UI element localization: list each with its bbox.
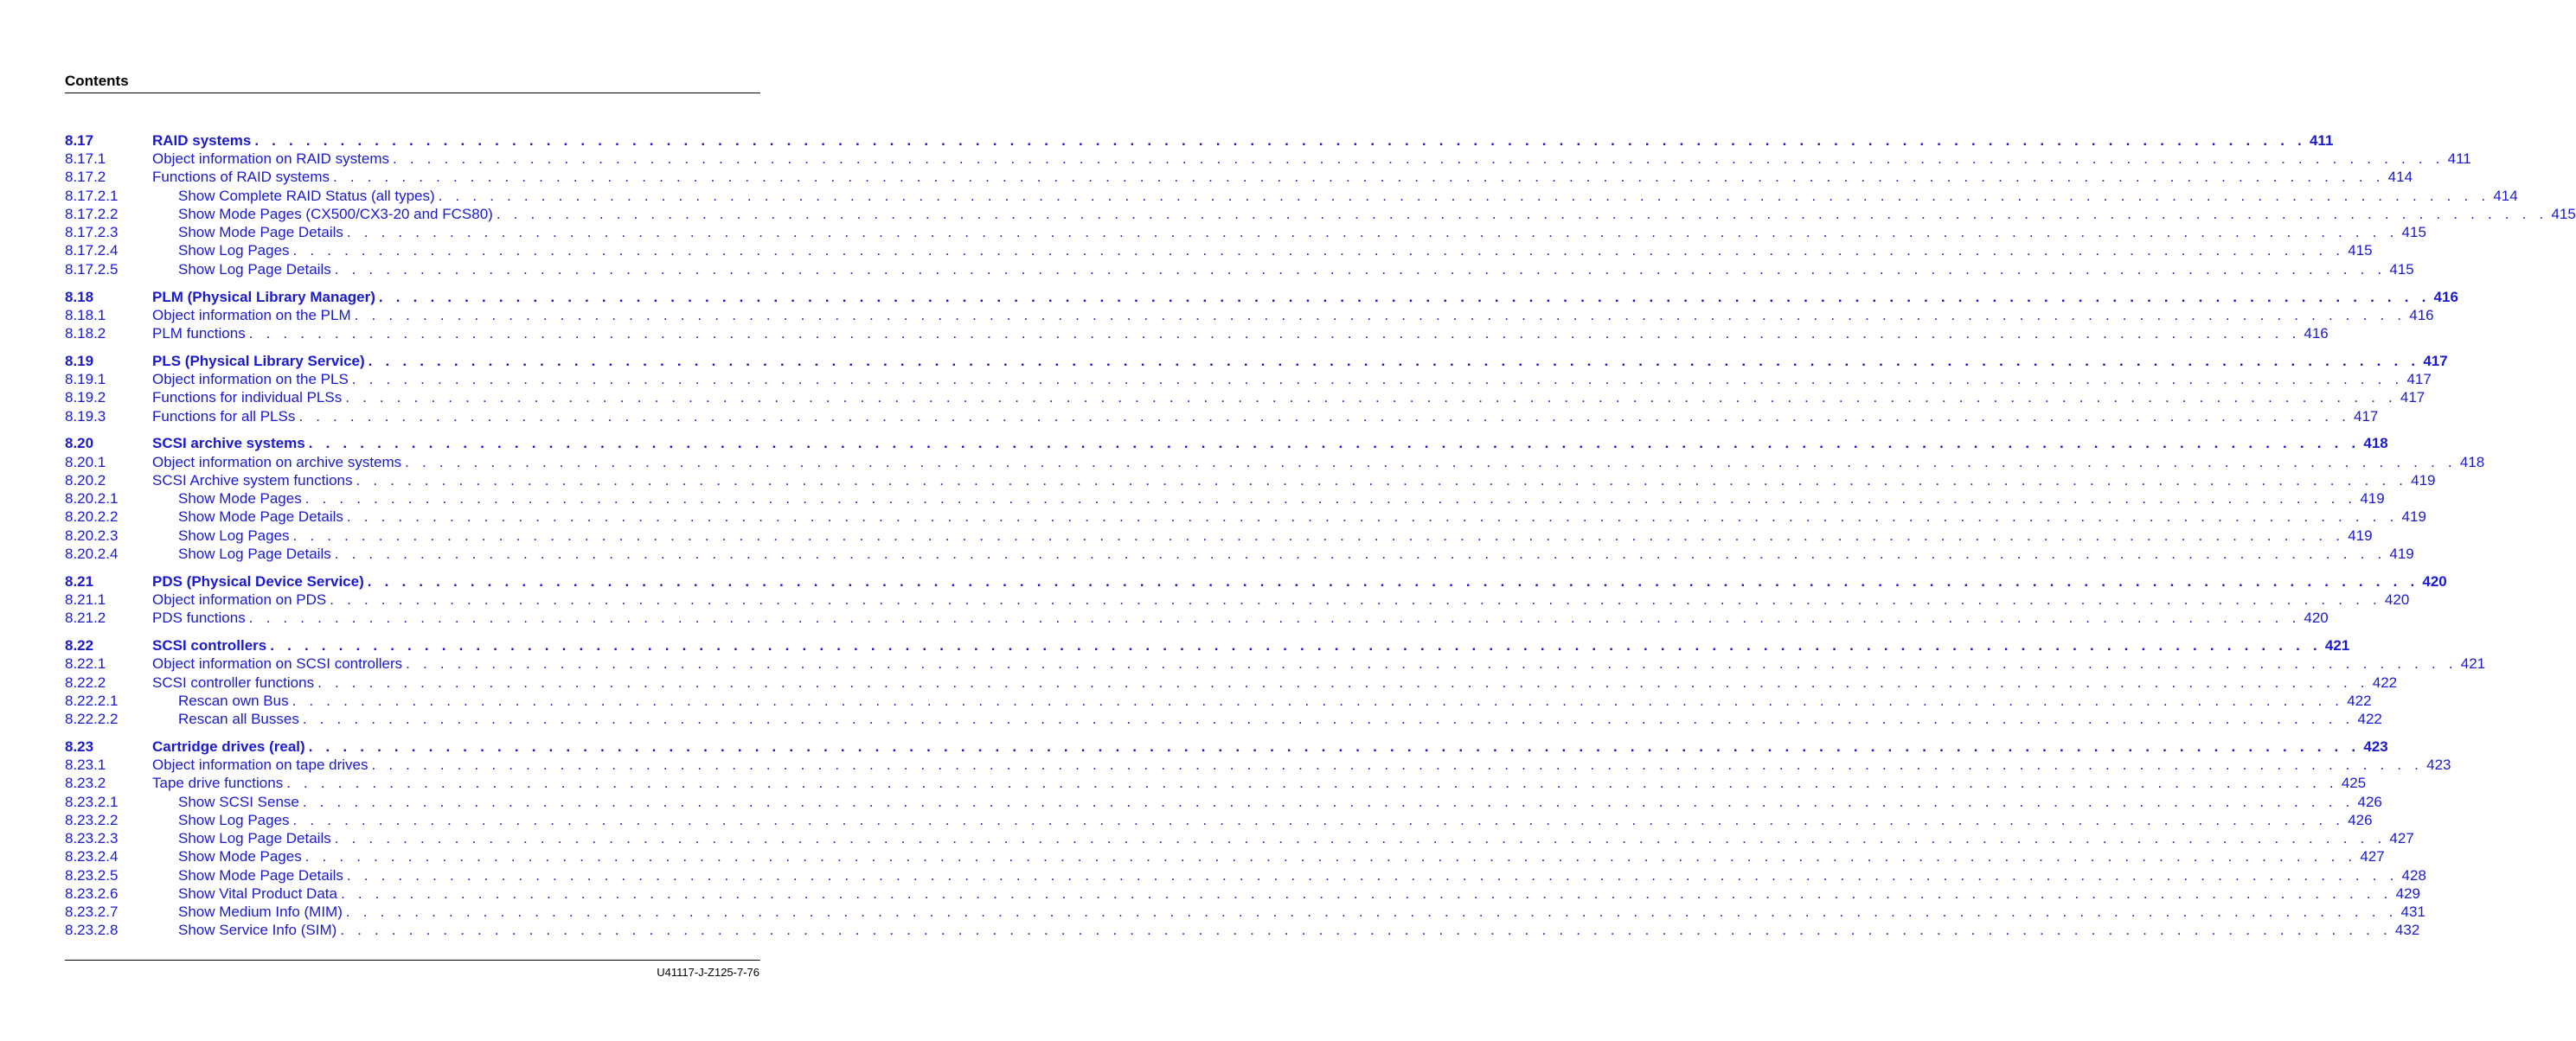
dot-leader: . . . . . . . . . . . . . . . . . . . . . . . . . . . . . . . . . . . . . . . . . . . . . . . . . . . . . . . . . . . . . . . . . . . . . . . . . . . . . . . . . . . . . . . . . . . . . . . . . . . . . . . . . . . . . . . . . . . . . . . . — [371, 757, 2424, 773]
page-number: 426 — [2348, 812, 2373, 828]
section-number: 8.22.1 — [65, 655, 106, 672]
page-number: 428 — [2401, 867, 2426, 884]
section-number: 8.22.2.1 — [65, 693, 119, 709]
toc-entry[interactable] — [65, 674, 2398, 692]
dot-leader: . . . . . . . . . . . . . . . . . . . . . . . . . . . . . . . . . . . . . . . . . . . . . . . . . . . . . . . . . . . . . . . . . . . . . . . . . . . . . . . . . . . . . . . . . . . . . . . . . . . . . . . . . . . . . . . . . . . . . . . . — [254, 132, 2306, 149]
section-number: 8.23.2.4 — [65, 848, 119, 865]
section-title: Show Log Pages — [178, 242, 290, 259]
toc-entry[interactable] — [65, 168, 2413, 186]
section-title: Show Mode Page Details — [178, 508, 343, 525]
section-number: 8.19.2 — [65, 389, 106, 406]
page-number: 420 — [2422, 573, 2447, 590]
page-number: 421 — [2460, 655, 2486, 672]
section-title: Rescan own Bus — [178, 693, 289, 709]
section-title: Show Log Page Details — [178, 830, 331, 846]
page-number: 417 — [2406, 371, 2432, 387]
dot-leader: . . . . . . . . . . . . . . . . . . . . . . . . . . . . . . . . . . . . . . . . . . . . . . . . . . . . . . . . . . . . . . . . . . . . . . . . . . . . . . . . . . . . . . . . . . . . . . . . . . . . . . . . . . . . . . . . . . . . . . . . — [346, 867, 2399, 884]
toc-entry[interactable] — [65, 829, 2414, 847]
section-title: Show Log Pages — [178, 812, 290, 828]
section-number: 8.20.1 — [65, 454, 106, 470]
section-number: 8.23.2.3 — [65, 830, 119, 846]
dot-leader: . . . . . . . . . . . . . . . . . . . . . . . . . . . . . . . . . . . . . . . . . . . . . . . . . . . . . . . . . . . . . . . . . . . . . . . . . . . . . . . . . . . . . . . . . . . . . . . . . . . . . . . . . . . . . . . . . . . . . . . . — [298, 408, 2350, 425]
section-number: 8.17.2.4 — [65, 242, 119, 259]
toc-entry[interactable] — [65, 847, 2385, 865]
toc-entry[interactable] — [65, 471, 2436, 489]
section-number: 8.21.2 — [65, 610, 106, 626]
section-number: 8.20.2.4 — [65, 546, 119, 562]
section-number: 8.23.2.1 — [65, 794, 119, 810]
section-title: PLM functions — [152, 325, 246, 342]
toc-entry[interactable] — [65, 388, 2425, 406]
section-title: SCSI controller functions — [152, 674, 315, 691]
page-number: 414 — [2493, 188, 2518, 204]
dot-leader: . . . . . . . . . . . . . . . . . . . . . . . . . . . . . . . . . . . . . . . . . . . . . . . . . . . . . . . . . . . . . . . . . . . . . . . . . . . . . . . . . . . . . . . . . . . . . . . . . . . . . . . . . . . . . . . . . . . . . . . . — [346, 508, 2399, 525]
page-number: 414 — [2387, 169, 2413, 185]
toc-entry[interactable] — [65, 692, 2372, 710]
toc-entry[interactable] — [65, 508, 2426, 526]
toc-entry[interactable] — [65, 260, 2414, 278]
toc-entry[interactable] — [65, 921, 2420, 939]
section-number: 8.23 — [65, 738, 94, 755]
section-number: 8.21 — [65, 573, 94, 590]
dot-leader: . . . . . . . . . . . . . . . . . . . . . . . . . . . . . . . . . . . . . . . . . . . . . . . . . . . . . . . . . . . . . . . . . . . . . . . . . . . . . . . . . . . . . . . . . . . . . . . . . . . . . . . . . . . . . . . . . . . . . . . . — [351, 371, 2404, 387]
page-number: 415 — [2348, 242, 2373, 259]
section-title: SCSI Archive system functions — [152, 472, 353, 489]
dot-leader: . . . . . . . . . . . . . . . . . . . . . . . . . . . . . . . . . . . . . . . . . . . . . . . . . . . . . . . . . . . . . . . . . . . . . . . . . . . . . . . . . . . . . . . . . . . . . . . . . . . . . . . . . . . . . . . . . . . . . . . . — [345, 904, 2398, 920]
dot-leader: . . . . . . . . . . . . . . . . . . . . . . . . . . . . . . . . . . . . . . . . . . . . . . . . . . . . . . . . . . . . . . . . . . . . . . . . . . . . . . . . . . . . . . . . . . . . . . . . . . . . . . . . . . . . . . . . . . . . . . . . — [292, 527, 2345, 544]
toc-entry[interactable] — [65, 407, 2379, 425]
dot-leader: . . . . . . . . . . . . . . . . . . . . . . . . . . . . . . . . . . . . . . . . . . . . . . . . . . . . . . . . . . . . . . . . . . . . . . . . . . . . . . . . . . . . . . . . . . . . . . . . . . . . . . . . . . . . . . . . . . . . . . . . — [270, 637, 2322, 654]
toc-entry[interactable] — [65, 609, 2329, 627]
section-number: 8.18.1 — [65, 307, 106, 323]
section-title: SCSI archive systems — [152, 435, 305, 451]
section-title: PDS (Physical Device Service) — [152, 573, 364, 590]
section-title: Show Service Info (SIM) — [178, 922, 337, 938]
toc-entry[interactable] — [65, 489, 2385, 508]
section-title: PLM (Physical Library Manager) — [152, 289, 375, 305]
dot-leader: . . . . . . . . . . . . . . . . . . . . . . . . . . . . . . . . . . . . . . . . . . . . . . . . . . . . . . . . . . . . . . . . . . . . . . . . . . . . . . . . . . . . . . . . . . . . . . . . . . . . . . . . . . . . . . . . . . . . . . . . — [334, 830, 2387, 846]
page-number: 431 — [2400, 904, 2425, 920]
dot-leader: . . . . . . . . . . . . . . . . . . . . . . . . . . . . . . . . . . . . . . . . . . . . . . . . . . . . . . . . . . . . . . . . . . . . . . . . . . . . . . . . . . . . . . . . . . . . . . . . . . . . . . . . . . . . . . . . . . . . . . . . — [330, 591, 2381, 608]
page-number: 419 — [2401, 508, 2426, 525]
toc-entry[interactable] — [65, 453, 2485, 471]
section-number: 8.23.1 — [65, 757, 106, 773]
section-title: Show SCSI Sense — [178, 794, 299, 810]
dot-leader: . . . . . . . . . . . . . . . . . . . . . . . . . . . . . . . . . . . . . . . . . . . . . . . . . . . . . . . . . . . . . . . . . . . . . . . . . . . . . . . . . . . . . . . . . . . . . . . . . . . . . . . . . . . . . . . . . . . . . . . . — [292, 812, 2345, 828]
section-title: RAID systems — [152, 132, 252, 149]
section-number: 8.17 — [65, 132, 94, 149]
dot-leader: . . . . . . . . . . . . . . . . . . . . . . . . . . . . . . . . . . . . . . . . . . . . . . . . . . . . . . . . . . . . . . . . . . . . . . . . . . . . . . . . . . . . . . . . . . . . . . . . . . . . . . . . . . . . . . . . . . . . . . . . — [286, 775, 2338, 791]
section-title: Show Medium Info (MIM) — [178, 904, 343, 920]
section-number: 8.23.2.2 — [65, 812, 119, 828]
page-number: 423 — [2426, 757, 2451, 773]
toc-entry[interactable] — [65, 150, 2471, 168]
section-title: Tape drive functions — [152, 775, 284, 791]
page-number: 415 — [2401, 224, 2426, 240]
section-title: Show Log Page Details — [178, 261, 331, 278]
section-title: Show Mode Page Details — [178, 224, 343, 240]
toc-entry[interactable] — [65, 774, 2367, 792]
page-number: 427 — [2389, 830, 2414, 846]
dot-leader: . . . . . . . . . . . . . . . . . . . . . . . . . . . . . . . . . . . . . . . . . . . . . . . . . . . . . . . . . . . . . . . . . . . . . . . . . . . . . . . . . . . . . . . . . . . . . . . . . . . . . . . . . . . . . . . . . . . . . . . . — [334, 261, 2387, 278]
section-number: 8.20.2.3 — [65, 527, 119, 544]
section-title: Rescan all Busses — [178, 711, 299, 727]
dot-leader: . . . . . . . . . . . . . . . . . . . . . . . . . . . . . . . . . . . . . . . . . . . . . . . . . . . . . . . . . . . . . . . . . . . . . . . . . . . . . . . . . . . . . . . . . . . . . . . . . . . . . . . . . . . . . . . . . . . . . . . . — [317, 674, 2369, 691]
section-title: Show Log Page Details — [178, 546, 331, 562]
page-number: 419 — [2411, 472, 2436, 489]
page-number: 421 — [2324, 637, 2350, 654]
toc-entry[interactable] — [65, 241, 2373, 259]
section-title: Show Log Pages — [178, 527, 290, 544]
dot-leader: . . . . . . . . . . . . . . . . . . . . . . . . . . . . . . . . . . . . . . . . . . . . . . . . . . . . . . . . . . . . . . . . . . . . . . . . . . . . . . . . . . . . . . . . . . . . . . . . . . . . . . . . . . . . . . . . . . . . . . . . — [334, 546, 2387, 562]
dot-leader: . . . . . . . . . . . . . . . . . . . . . . . . . . . . . . . . . . . . . . . . . . . . . . . . . . . . . . . . . . . . . . . . . . . . . . . . . . . . . . . . . . . . . . . . . . . . . . . . . . . . . . . . . . . . . . . . . . . . . . . . — [354, 307, 2406, 323]
section-number: 8.20.2.1 — [65, 490, 119, 507]
dot-leader: . . . . . . . . . . . . . . . . . . . . . . . . . . . . . . . . . . . . . . . . . . . . . . . . . . . . . . . . . . . . . . . . . . . . . . . . . . . . . . . . . . . . . . . . . . . . . . . . . . . . . . . . . . . . . . . . . . . . . . . . — [292, 693, 2344, 709]
toc-entry[interactable] — [65, 903, 2425, 921]
dot-leader: . . . . . . . . . . . . . . . . . . . . . . . . . . . . . . . . . . . . . . . . . . . . . . . . . . . . . . . . . . . . . . . . . . . . . . . . . . . . . . . . . . . . . . . . . . . . . . . . . . . . . . . . . . . . . . . . . . . . . . . . — [406, 655, 2457, 672]
section-number: 8.22.2.2 — [65, 711, 119, 727]
page-number: 411 — [2447, 150, 2471, 167]
section-number: 8.20 — [65, 435, 94, 451]
section-title: PLS (Physical Library Service) — [152, 353, 365, 369]
section-title: Functions of RAID systems — [152, 169, 330, 185]
section-number: 8.17.2 — [65, 169, 106, 185]
dot-leader: . . . . . . . . . . . . . . . . . . . . . . . . . . . . . . . . . . . . . . . . . . . . . . . . . . . . . . . . . . . . . . . . . . . . . . . . . . . . . . . . . . . . . . . . . . . . . . . . . . . . . . . . . . . . . . . . . . . . . . . . — [405, 454, 2457, 470]
section-number: 8.23.2 — [65, 775, 106, 791]
page-number: 415 — [2389, 261, 2414, 278]
toc-entry[interactable] — [65, 352, 2448, 370]
toc-entry[interactable] — [65, 793, 2382, 811]
section-title: Object information on RAID systems — [152, 150, 389, 167]
section-number: 8.22.2 — [65, 674, 106, 691]
dot-leader: . . . . . . . . . . . . . . . . . . . . . . . . . . . . . . . . . . . . . . . . . . . . . . . . . . . . . . . . . . . . . . . . . . . . . . . . . . . . . . . . . . . . . . . . . . . . . . . . . . . . . . . . . . . . . . . . . . . . . . . . — [356, 472, 2408, 489]
toc-entry[interactable] — [65, 885, 2420, 903]
page-number: 419 — [2348, 527, 2373, 544]
section-title: Show Vital Product Data — [178, 885, 337, 902]
dot-leader: . . . . . . . . . . . . . . . . . . . . . . . . . . . . . . . . . . . . . . . . . . . . . . . . . . . . . . . . . . . . . . . . . . . . . . . . . . . . . . . . . . . . . . . . . . . . . . . . . . . . . . . . . . . . . . . . . . . . . . . . — [292, 242, 2345, 259]
dot-leader: . . . . . . . . . . . . . . . . . . . . . . . . . . . . . . . . . . . . . . . . . . . . . . . . . . . . . . . . . . . . . . . . . . . . . . . . . . . . . . . . . . . . . . . . . . . . . . . . . . . . . . . . . . . . . . . . . . . . . . . . — [308, 738, 2361, 755]
page-number: 418 — [2459, 454, 2485, 470]
page-number: 429 — [2395, 885, 2420, 902]
section-title: Show Complete RAID Status (all types) — [178, 188, 435, 204]
toc-entry[interactable] — [65, 591, 2410, 609]
dot-leader: . . . . . . . . . . . . . . . . . . . . . . . . . . . . . . . . . . . . . . . . . . . . . . . . . . . . . . . . . . . . . . . . . . . . . . . . . . . . . . . . . . . . . . . . . . . . . . . . . . . . . . . . . . . . . . . . . . . . . . . . — [392, 150, 2445, 167]
section-title: Show Mode Page Details — [178, 867, 343, 884]
toc-entry[interactable] — [65, 131, 2334, 150]
section-title: Object information on tape drives — [152, 757, 368, 773]
section-number: 8.23.2.7 — [65, 904, 119, 920]
page-number: 423 — [2363, 738, 2388, 755]
section-number: 8.22 — [65, 637, 94, 654]
section-number: 8.18 — [65, 289, 94, 305]
section-title: Object information on the PLS — [152, 371, 349, 387]
dot-leader: . . . . . . . . . . . . . . . . . . . . . . . . . . . . . . . . . . . . . . . . . . . . . . . . . . . . . . . . . . . . . . . . . . . . . . . . . . . . . . . . . . . . . . . . . . . . . . . . . . . . . . . . . . . . . . . . . . . . . . . . — [438, 188, 2490, 204]
page-number: 420 — [2304, 610, 2329, 626]
page-header-title: Contents — [65, 73, 129, 89]
page-number: 422 — [2347, 693, 2372, 709]
section-number: 8.18.2 — [65, 325, 106, 342]
section-title: Functions for individual PLSs — [152, 389, 343, 406]
section-title: Object information on the PLM — [152, 307, 351, 323]
dot-leader: . . . . . . . . . . . . . . . . . . . . . . . . . . . . . . . . . . . . . . . . . . . . . . . . . . . . . . . . . . . . . . . . . . . . . . . . . . . . . . . . . . . . . . . . . . . . . . . . . . . . . . . . . . . . . . . . . . . . . . . . — [333, 169, 2385, 185]
toc-entry[interactable] — [65, 811, 2373, 829]
document-code: U41117-J-Z125-7-76 — [657, 966, 759, 979]
toc-entry[interactable] — [65, 187, 2518, 205]
toc-entry[interactable] — [65, 710, 2382, 728]
toc-entry[interactable] — [65, 370, 2432, 388]
section-number: 8.19.1 — [65, 371, 106, 387]
section-number: 8.23.2.8 — [65, 922, 119, 938]
page-number: 417 — [2354, 408, 2379, 425]
section-title: Show Mode Pages (CX500/CX3-20 and FCS80) — [178, 206, 493, 222]
dot-leader: . . . . . . . . . . . . . . . . . . . . . . . . . . . . . . . . . . . . . . . . . . . . . . . . . . . . . . . . . . . . . . . . . . . . . . . . . . . . . . . . . . . . . . . . . . . . . . . . . . . . . . . . . . . . . . . . . . . . . . . . — [340, 885, 2393, 902]
dot-leader: . . . . . . . . . . . . . . . . . . . . . . . . . . . . . . . . . . . . . . . . . . . . . . . . . . . . . . . . . . . . . . . . . . . . . . . . . . . . . . . . . . . . . . . . . . . . . . . . . . . . . . . . . . . . . . . . . . . . . . . . — [308, 435, 2361, 451]
footer-rule — [65, 960, 760, 961]
toc-entry[interactable] — [65, 572, 2447, 591]
toc-entry[interactable] — [65, 324, 2329, 342]
section-title: SCSI controllers — [152, 637, 267, 654]
dot-leader: . . . . . . . . . . . . . . . . . . . . . . . . . . . . . . . . . . . . . . . . . . . . . . . . . . . . . . . . . . . . . . . . . . . . . . . . . . . . . . . . . . . . . . . . . . . . . . . . . . . . . . . . . . . . . . . . . . . . . . . . — [248, 325, 2301, 342]
toc-entry[interactable] — [65, 434, 2388, 452]
page-number: 420 — [2384, 591, 2410, 608]
toc-entry[interactable] — [65, 756, 2451, 774]
toc-entry[interactable] — [65, 636, 2350, 655]
dot-leader: . . . . . . . . . . . . . . . . . . . . . . . . . . . . . . . . . . . . . . . . . . . . . . . . . . . . . . . . . . . . . . . . . . . . . . . . . . . . . . . . . . . . . . . . . . . . . . . . . . . . . . . . . . . . . . . . . . . . . . . . — [345, 389, 2397, 406]
toc-entry[interactable] — [65, 866, 2426, 885]
section-number: 8.23.2.5 — [65, 867, 119, 884]
page-number: 417 — [2423, 353, 2448, 369]
dot-leader: . . . . . . . . . . . . . . . . . . . . . . . . . . . . . . . . . . . . . . . . . . . . . . . . . . . . . . . . . . . . . . . . . . . . . . . . . . . . . . . . . . . . . . . . . . . . . . . . . . . . . . . . . . . . . . . . . . . . . . . . — [304, 490, 2357, 507]
section-title: Show Mode Pages — [178, 848, 302, 865]
toc-entry[interactable] — [65, 527, 2373, 545]
section-number: 8.21.1 — [65, 591, 106, 608]
section-title: Object information on PDS — [152, 591, 327, 608]
section-number: 8.17.2.5 — [65, 261, 119, 278]
section-title: Object information on SCSI controllers — [152, 655, 403, 672]
toc-entry[interactable] — [65, 223, 2426, 241]
section-number: 8.20.2 — [65, 472, 106, 489]
page-number: 416 — [2409, 307, 2434, 323]
section-title: Cartridge drives (real) — [152, 738, 305, 755]
page-number: 427 — [2360, 848, 2385, 865]
section-title: PDS functions — [152, 610, 246, 626]
section-title: Show Mode Pages — [178, 490, 302, 507]
section-number: 8.17.1 — [65, 150, 106, 167]
page-number: 432 — [2394, 922, 2420, 938]
dot-leader: . . . . . . . . . . . . . . . . . . . . . . . . . . . . . . . . . . . . . . . . . . . . . . . . . . . . . . . . . . . . . . . . . . . . . . . . . . . . . . . . . . . . . . . . . . . . . . . . . . . . . . . . . . . . . . . . . . . . . . . . — [368, 353, 2420, 369]
dot-leader: . . . . . . . . . . . . . . . . . . . . . . . . . . . . . . . . . . . . . . . . . . . . . . . . . . . . . . . . . . . . . . . . . . . . . . . . . . . . . . . . . . . . . . . . . . . . . . . . . . . . . . . . . . . . . . . . . . . . . . . . — [302, 711, 2355, 727]
dot-leader: . . . . . . . . . . . . . . . . . . . . . . . . . . . . . . . . . . . . . . . . . . . . . . . . . . . . . . . . . . . . . . . . . . . . . . . . . . . . . . . . . . . . . . . . . . . . . . . . . . . . . . . . . . . . . . . . . . . . . . . . — [367, 573, 2419, 590]
page-number: 417 — [2400, 389, 2425, 406]
section-number: 8.17.2.2 — [65, 206, 119, 222]
page-number: 418 — [2363, 435, 2388, 451]
section-number: 8.19 — [65, 353, 94, 369]
toc-entry[interactable] — [65, 205, 2576, 223]
section-number: 8.17.2.3 — [65, 224, 119, 240]
dot-leader: . . . . . . . . . . . . . . . . . . . . . . . . . . . . . . . . . . . . . . . . . . . . . . . . . . . . . . . . . . . . . . . . . . . . . . . . . . . . . . . . . . . . . . . . . . . . . . . . . . . . . . . . . . . . . . . . . . . . . . . . — [304, 848, 2357, 865]
dot-leader: . . . . . . . . . . . . . . . . . . . . . . . . . . . . . . . . . . . . . . . . . . . . . . . . . . . . . . . . . . . . . . . . . . . . . . . . . . . . . . . . . . . . . . . . . . . . . . . . . . . . . . . . . . . . . . . . . . . . . . . . — [302, 794, 2355, 810]
page-number: 411 — [2309, 132, 2334, 149]
page-number: 422 — [2357, 711, 2382, 727]
dot-leader: . . . . . . . . . . . . . . . . . . . . . . . . . . . . . . . . . . . . . . . . . . . . . . . . . . . . . . . . . . . . . . . . . . . . . . . . . . . . . . . . . . . . . . . . . . . . . . . . . . . . . . . . . . . . . . . . . . . . . . . . — [496, 206, 2548, 222]
toc-entry[interactable] — [65, 545, 2414, 563]
page-number: 416 — [2433, 289, 2458, 305]
page-number: 419 — [2389, 546, 2414, 562]
dot-leader: . . . . . . . . . . . . . . . . . . . . . . . . . . . . . . . . . . . . . . . . . . . . . . . . . . . . . . . . . . . . . . . . . . . . . . . . . . . . . . . . . . . . . . . . . . . . . . . . . . . . . . . . . . . . . . . . . . . . . . . . — [346, 224, 2399, 240]
section-number: 8.17.2.1 — [65, 188, 119, 204]
section-number: 8.20.2.2 — [65, 508, 119, 525]
page-number: 415 — [2551, 206, 2576, 222]
toc-entry[interactable] — [65, 306, 2434, 324]
section-number: 8.23.2.6 — [65, 885, 119, 902]
toc-entry[interactable] — [65, 288, 2458, 306]
page-number: 422 — [2372, 674, 2398, 691]
dot-leader: . . . . . . . . . . . . . . . . . . . . . . . . . . . . . . . . . . . . . . . . . . . . . . . . . . . . . . . . . . . . . . . . . . . . . . . . . . . . . . . . . . . . . . . . . . . . . . . . . . . . . . . . . . . . . . . . . . . . . . . . — [340, 922, 2392, 938]
page-number: 419 — [2360, 490, 2385, 507]
page-number: 425 — [2341, 775, 2367, 791]
dot-leader: . . . . . . . . . . . . . . . . . . . . . . . . . . . . . . . . . . . . . . . . . . . . . . . . . . . . . . . . . . . . . . . . . . . . . . . . . . . . . . . . . . . . . . . . . . . . . . . . . . . . . . . . . . . . . . . . . . . . . . . . — [378, 289, 2431, 305]
section-title: Object information on archive systems — [152, 454, 402, 470]
page-number: 426 — [2357, 794, 2382, 810]
section-number: 8.19.3 — [65, 408, 106, 425]
toc-entry[interactable] — [65, 655, 2486, 673]
toc-entry[interactable] — [65, 738, 2388, 756]
dot-leader: . . . . . . . . . . . . . . . . . . . . . . . . . . . . . . . . . . . . . . . . . . . . . . . . . . . . . . . . . . . . . . . . . . . . . . . . . . . . . . . . . . . . . . . . . . . . . . . . . . . . . . . . . . . . . . . . . . . . . . . . — [248, 610, 2301, 626]
page-number: 416 — [2304, 325, 2329, 342]
section-title: Functions for all PLSs — [152, 408, 296, 425]
